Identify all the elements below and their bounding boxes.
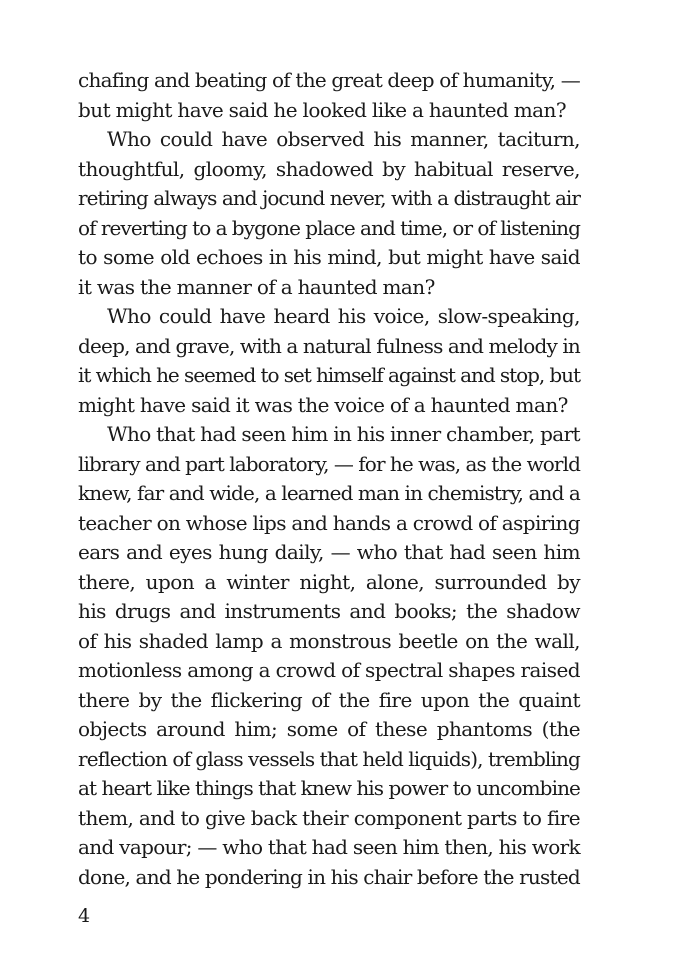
text-line: chafing and beating of the great deep of humanity, —	[78, 68, 580, 92]
text-line: done, and he pondering in his chair before the rusted	[78, 864, 580, 889]
text-line: teacher on whose lips and hands a crowd of aspiring	[78, 510, 580, 535]
paragraph-2	[78, 125, 580, 302]
text-line: his drugs and instruments and books; the shadow	[78, 599, 580, 623]
text-line: ears and eyes hung daily, — who that had seen him	[78, 540, 580, 564]
text-line: Who could have observed his manner, taciturn,	[107, 127, 580, 151]
text-line: Who could have heard his voice, slow-speaking,	[107, 304, 580, 328]
paragraph-1	[78, 66, 580, 125]
body-text	[78, 66, 580, 892]
text-line: objects around him; some of these phantoms (the	[78, 717, 580, 741]
text-line: thoughtful, gloomy, shadowed by habitual reserve,	[78, 156, 580, 181]
text-line: there by the flickering of the fire upon the quaint	[78, 687, 580, 712]
text-line: of reverting to a bygone place and time, or of listening	[78, 215, 580, 240]
text-line: might have said it was the voice of a haunted man?	[78, 392, 568, 417]
text-line: and vapour; — who that had seen him then, his work	[78, 835, 580, 859]
text-line: it was the manner of a haunted man?	[78, 274, 435, 299]
text-line: Who that had seen him in his inner chamber, part	[107, 422, 580, 446]
text-line: them, and to give back their component parts to fire	[78, 805, 580, 830]
text-line: there, upon a winter night, alone, surrounded by	[78, 569, 580, 594]
text-line: knew, far and wide, a learned man in chemistry, and a	[78, 481, 580, 505]
paragraph-4	[78, 420, 580, 892]
text-line: at heart like things that knew his power to uncombine	[78, 776, 580, 800]
text-line: but might have said he looked like a haunted man?	[78, 97, 567, 122]
text-line: of his shaded lamp a monstrous beetle on the wall,	[78, 628, 580, 653]
text-line: library and part laboratory, — for he was, as the world	[78, 451, 580, 476]
text-line: reflection of glass vessels that held liquids), trembling	[78, 746, 580, 771]
page-number: 4	[78, 905, 91, 927]
text-line: retiring always and jocund never, with a distraught air	[78, 186, 580, 210]
text-line: motionless among a crowd of spectral shapes raised	[78, 658, 580, 682]
paragraph-3	[78, 302, 580, 420]
text-line: to some old echoes in his mind, but might have said	[78, 245, 580, 269]
text-line: deep, and grave, with a natural fulness and melody in	[78, 333, 580, 358]
text-line: it which he seemed to set himself against and stop, but	[78, 363, 580, 387]
